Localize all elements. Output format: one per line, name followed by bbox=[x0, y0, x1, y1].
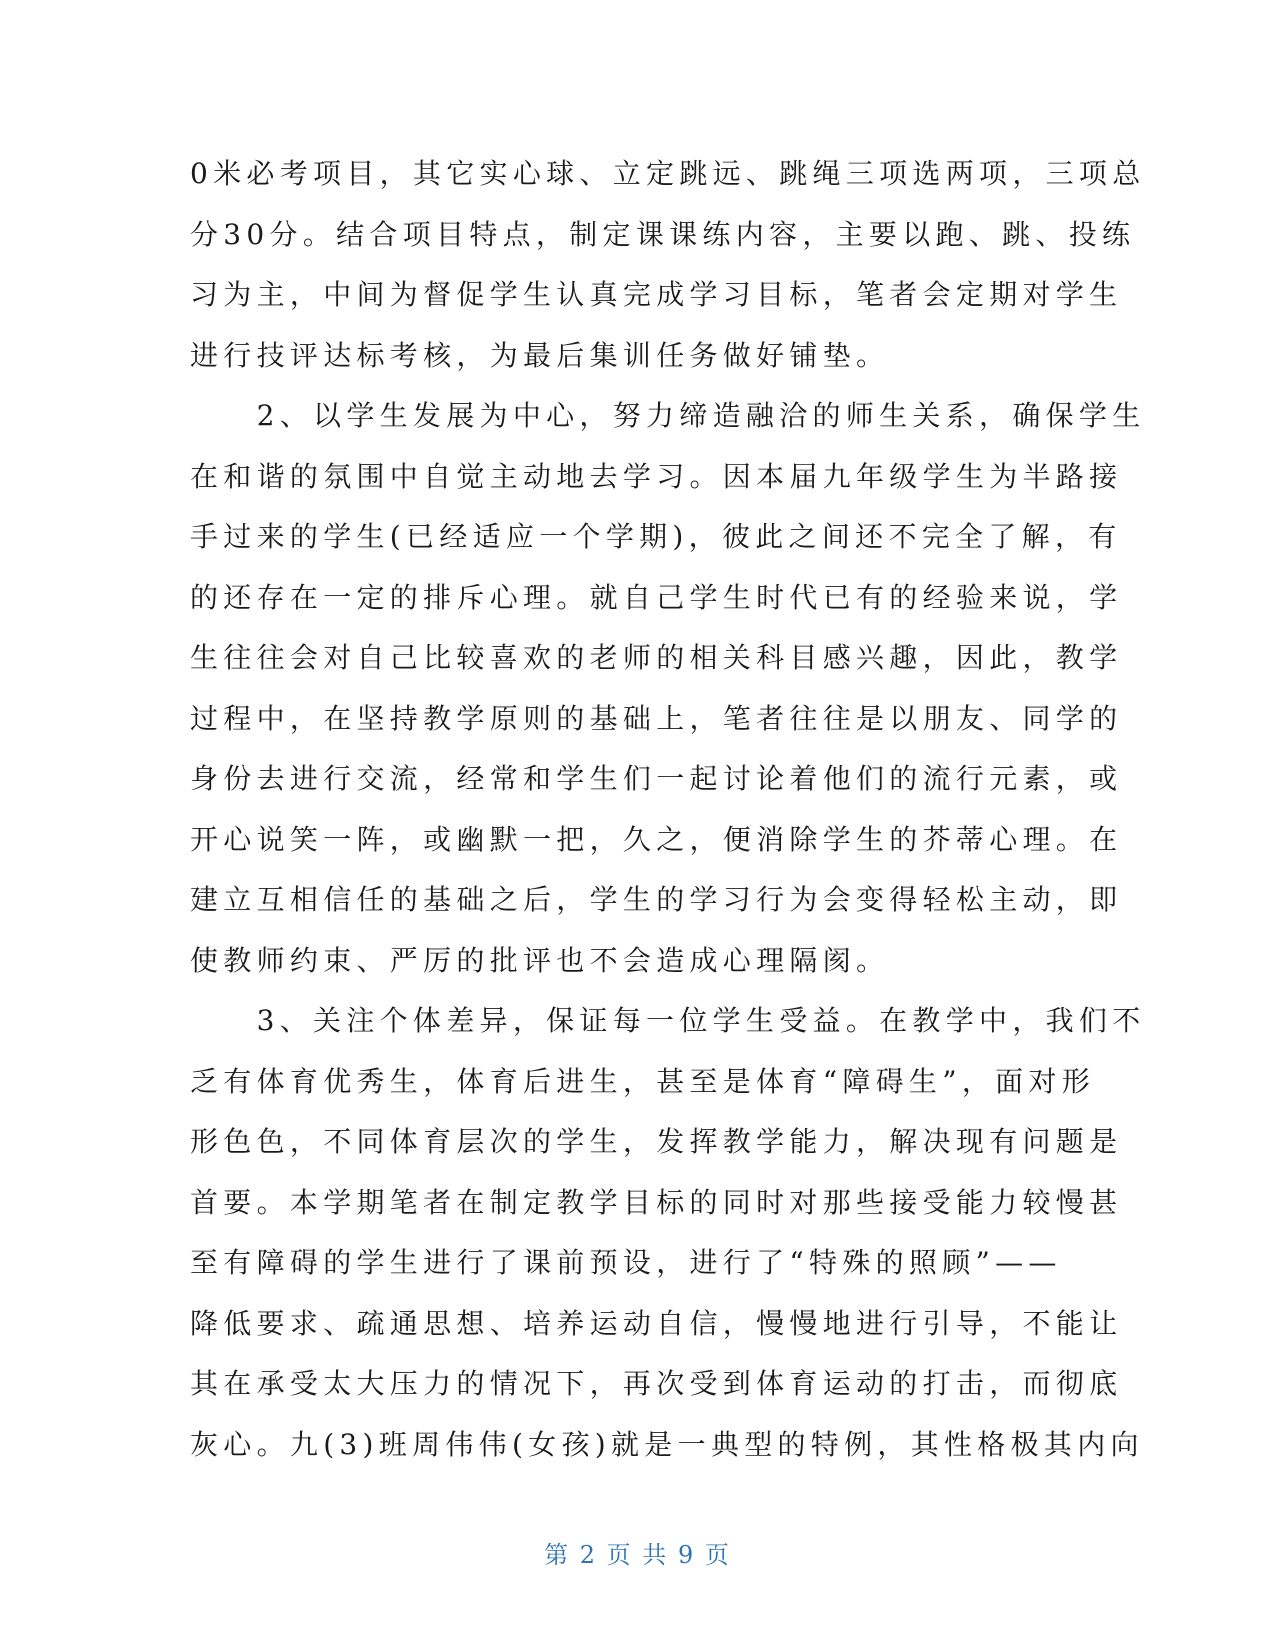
text-line: 首要。本学期笔者在制定教学目标的同时对那些接受能力较慢甚 bbox=[190, 1185, 1123, 1219]
page-number: 第 2 页 共 9 页 bbox=[544, 1541, 731, 1569]
text-line: 在和谐的氛围中自觉主动地去学习。因本届九年级学生为半路接 bbox=[190, 459, 1123, 493]
text-line: 其在承受太大压力的情况下，再次受到体育运动的打击，而彻底 bbox=[190, 1367, 1123, 1400]
text-line: 开心说笑一阵，或幽默一把，久之，便消除学生的芥蒂心理。在 bbox=[190, 822, 1123, 856]
text-line: 形色色，不同体育层次的学生，发挥教学能力，解决现有问题是 bbox=[190, 1125, 1123, 1158]
text-line: 灰心。九(3)班周伟伟(女孩)就是一典型的特例，其性格极其内向 bbox=[190, 1427, 1144, 1461]
text-line: 至有障碍的学生进行了课前预设，进行了“特殊的照顾”—— bbox=[190, 1246, 1062, 1279]
text-line: 习为主，中间为督促学生认真完成学习目标，笔者会定期对学生 bbox=[190, 278, 1123, 311]
text-line: 身份去进行交流，经常和学生们一起讨论着他们的流行元素，或 bbox=[190, 762, 1123, 795]
page-footer bbox=[0, 1535, 1275, 1570]
text-line: 3、关注个体差异，保证每一位学生受益。在教学中，我们不 bbox=[190, 1004, 1146, 1037]
text-line: 建立互相信任的基础之后，学生的学习行为会变得轻松主动，即 bbox=[190, 883, 1123, 916]
body-text bbox=[190, 144, 1146, 1475]
text-line: 降低要求、疏通思想、培养运动自信，慢慢地进行引导，不能让 bbox=[190, 1306, 1123, 1340]
text-line: 过程中，在坚持教学原则的基础上，笔者往往是以朋友、同学的 bbox=[190, 701, 1123, 735]
text-line: 分30分。结合项目特点，制定课课练内容，主要以跑、跳、投练 bbox=[190, 217, 1136, 251]
text-line: 0米必考项目，其它实心球、立定跳远、跳绳三项选两项，三项总 bbox=[190, 157, 1146, 190]
text-line: 手过来的学生(已经适应一个学期)，彼此之间还不完全了解，有 bbox=[190, 520, 1122, 553]
text-line: 乏有体育优秀生，体育后进生，甚至是体育“障碍生”，面对形 bbox=[190, 1064, 1096, 1098]
text-line: 的还存在一定的排斥心理。就自己学生时代已有的经验来说，学 bbox=[190, 580, 1123, 614]
text-line: 生往往会对自己比较喜欢的老师的相关科目感兴趣，因此，教学 bbox=[190, 641, 1123, 674]
text-line: 进行技评达标考核，为最后集训任务做好铺垫。 bbox=[190, 338, 890, 372]
text-line: 使教师约束、严厉的批评也不会造成心理隔阂。 bbox=[190, 943, 890, 977]
text-line: 2、以学生发展为中心，努力缔造融洽的师生关系，确保学生 bbox=[190, 399, 1146, 432]
